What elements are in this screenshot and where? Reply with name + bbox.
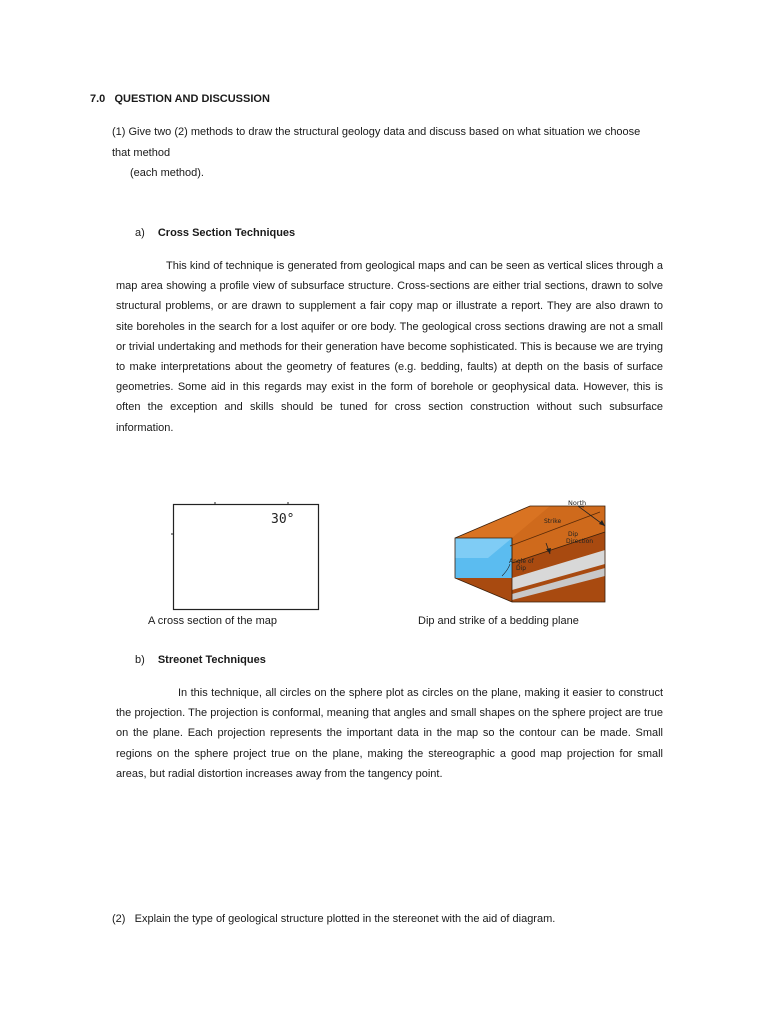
dip-direction-label-1: Dip <box>568 531 579 538</box>
dip-direction-label-2: Direction <box>566 538 594 545</box>
strike-label: Strike <box>544 518 562 525</box>
angle-label: 30° <box>271 512 295 527</box>
dip-strike-caption: Dip and strike of a bedding plane <box>418 615 579 627</box>
part-b-marker: b) <box>135 654 145 666</box>
part-a-marker: a) <box>135 227 145 239</box>
question-1-line-1: (1) Give two (2) methods to draw the structural geology data and discuss based on what situation we choose <box>112 126 641 138</box>
part-b-title: Streonet Techniques <box>157 654 266 666</box>
part-b-paragraph: In this technique, all circles on the sphere plot as circles on the plane, making it easier to construct the projection. The projection is conformal, meaning that angles and small shapes on the sphere project are true on the plane. Each projection represents the important data in the map so the contour can be made. Small regions on the sphere project true on the plane, making the stereographic a good map projection for small areas, but radial distortion increases away from the tangency point. <box>116 687 663 780</box>
cross-section-caption: A cross section of the map <box>148 615 278 627</box>
angle-of-dip-label-1: Angle of <box>509 558 534 565</box>
section-number: 7.0 <box>90 93 106 105</box>
cross-section-figure <box>170 498 322 614</box>
question-1-line-2: that method <box>112 147 171 159</box>
angle-of-dip-label-2: Dip <box>516 565 527 572</box>
north-label: North <box>568 499 587 507</box>
question-1-line-3: (each method). <box>130 167 204 179</box>
part-a-heading <box>135 227 295 239</box>
cross-section-box <box>174 505 319 610</box>
dip-strike-figure <box>450 498 610 608</box>
section-title: QUESTION AND DISCUSSION <box>114 93 270 105</box>
part-a-paragraph: This kind of technique is generated from geological maps and can be seen as vertical slices through a map area showing a profile view of subsurface structure. Cross-sections are either trial sections, drawn to solve structural problems, or are drawn to supplement a fair copy map or illustrate a report. They are also drawn to site boreholes in the search for a lost aquifer or ore body. The geological cross sections drawing are not a small or trivial undertaking and methods for their generation have become sophisticated. This is because we are trying to make interpretations about the geometry of features (e.g. bedding, faults) at depth on the basis of surface geometries. Some aid in this regards may exist in the form of borehole or geophysical data. However, this is often the exception and skills should be tuned for cross section construction without such subsurface information. <box>116 260 663 434</box>
part-a-title: Cross Section Techniques <box>157 227 296 239</box>
question-2: (2) Explain the type of geological structure plotted in the stereonet with the aid of diagram. <box>112 913 556 925</box>
part-b-heading <box>135 654 266 666</box>
section-heading <box>90 93 270 105</box>
